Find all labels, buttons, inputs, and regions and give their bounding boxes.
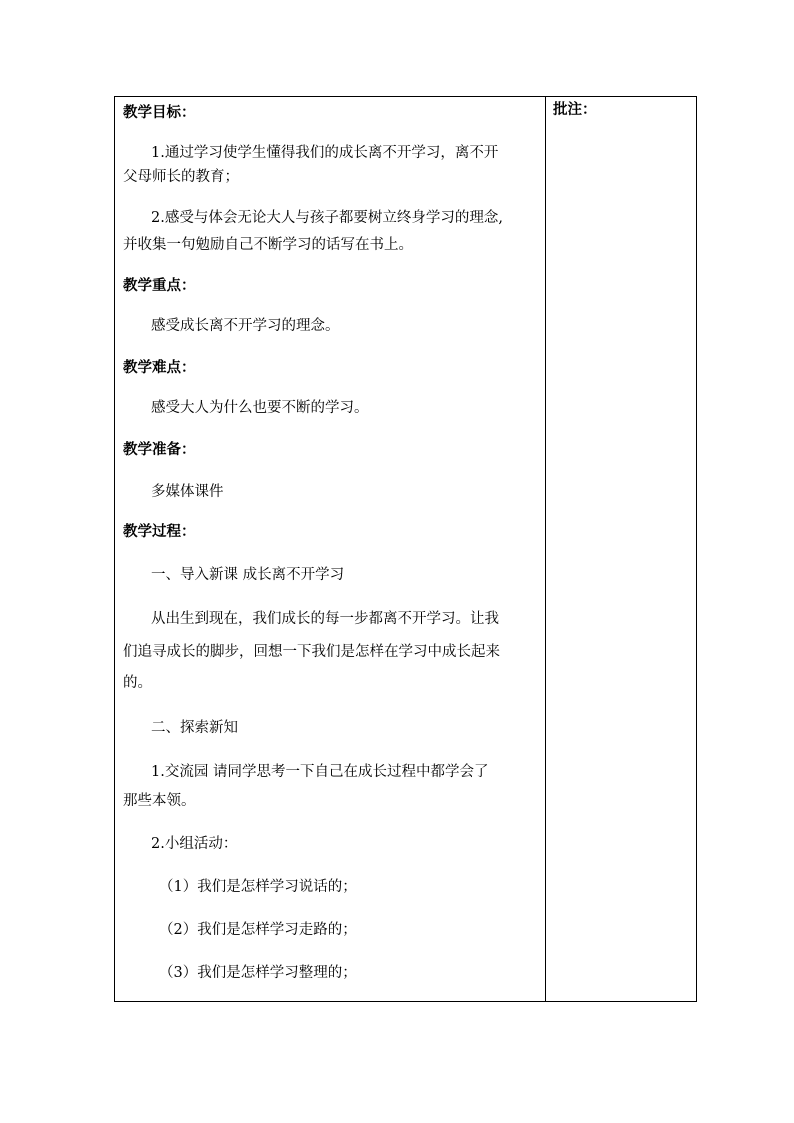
step-2-item-2: 2.小组活动：	[151, 836, 238, 852]
sub-item-2: （2）我们是怎样学习走路的；	[159, 922, 357, 938]
goal-2-line-2: 并收集一句勉励自己不断学习的话写在书上。	[123, 237, 413, 253]
lesson-plan-table	[114, 96, 697, 1002]
step-1-line-3: 的。	[123, 675, 152, 691]
step-2-title: 二、探索新知	[151, 720, 238, 736]
preparation-text: 多媒体课件	[151, 484, 224, 500]
step-1-line-2: 们追寻成长的脚步，回想一下我们是怎样在学习中成长起来	[123, 644, 500, 660]
step-2-item-1-line-1: 1.交流园 请同学思考一下自己在成长过程中都学会了	[151, 764, 489, 780]
preparation-heading: 教学准备：	[123, 441, 196, 458]
goal-1-line-2: 父母师长的教育；	[123, 169, 239, 185]
step-2-item-1-line-2: 那些本领。	[123, 793, 196, 809]
column-divider	[545, 97, 546, 1001]
goal-2-line-1: 2.感受与体会无论大人与孩子都要树立终身学习的理念,	[151, 210, 503, 226]
difficulties-heading: 教学难点：	[123, 359, 196, 376]
step-1-line-1: 从出生到现在，我们成长的每一步都离不开学习。让我	[151, 611, 499, 627]
difficulties-text: 感受大人为什么也要不断的学习。	[151, 400, 369, 416]
sub-item-3: （3）我们是怎样学习整理的；	[159, 965, 357, 981]
key-points-heading: 教学重点：	[123, 277, 196, 294]
sub-item-1: （1）我们是怎样学习说话的；	[159, 879, 357, 895]
process-heading: 教学过程：	[123, 523, 196, 540]
key-points-text: 感受成长离不开学习的理念。	[151, 318, 340, 334]
step-1-title: 一、导入新课 成长离不开学习	[151, 567, 345, 583]
notes-label: 批注：	[553, 101, 597, 118]
goal-1-line-1: 1.通过学习使学生懂得我们的成长离不开学习，离不开	[151, 145, 499, 161]
goals-heading: 教学目标：	[123, 104, 196, 121]
